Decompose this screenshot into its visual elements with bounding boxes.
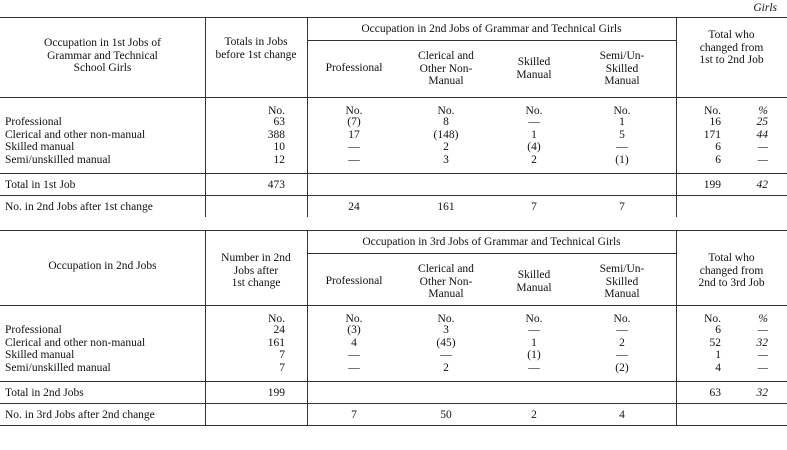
units-no: No.	[525, 105, 543, 117]
table2-header-changed: changed from	[699, 264, 764, 277]
row-total: 7	[279, 361, 285, 374]
table2-col-rule	[307, 230, 308, 425]
row-changed: 6	[715, 153, 721, 166]
row-cell: —	[528, 361, 540, 374]
table1-subheader: Manual	[604, 75, 640, 87]
row-cell: —	[616, 324, 628, 336]
table2-subheader: Other Non-	[419, 275, 473, 288]
jobs-row-cell: 161	[437, 201, 455, 213]
row-changed: 171	[703, 128, 721, 141]
units-no: No.	[704, 313, 721, 325]
row-pct: —	[757, 361, 768, 374]
units-no: No.	[437, 313, 455, 325]
units-no: No.	[345, 105, 363, 117]
table1-group-rule	[307, 40, 676, 41]
corner-label: Girls	[753, 2, 777, 14]
row-cell: —	[348, 141, 360, 153]
total-row-total: 199	[267, 387, 285, 399]
table2-subheader: Manual	[604, 288, 640, 300]
table1-header-changed: changed from	[699, 41, 764, 54]
table1-col-rule	[307, 17, 308, 217]
table2-subheader: Manual	[428, 288, 464, 300]
row-changed: 52	[709, 336, 721, 349]
table2-total-rule	[0, 381, 787, 382]
table1-header-changed: 1st to 2nd Job	[699, 54, 764, 66]
jobs-row-cell: 50	[440, 409, 452, 421]
row-pct: —	[757, 324, 768, 336]
row-pct: 32	[756, 336, 768, 349]
table1-header-rule	[0, 97, 787, 98]
table2-jobs-rule	[0, 403, 787, 404]
table1-header-totals: before 1st change	[215, 48, 297, 61]
row-cell: —	[528, 116, 540, 128]
units-no: No.	[345, 313, 363, 325]
row-changed: 1	[715, 349, 721, 361]
row-total: 24	[273, 324, 285, 336]
table1-header-changed: Total who	[708, 29, 755, 41]
table1-header-occupation: School Girls	[73, 62, 132, 74]
table2-header-occupation: Occupation in 2nd Jobs	[48, 260, 157, 272]
row-cell: —	[348, 153, 360, 166]
row-cell: —	[348, 349, 360, 361]
units-no: No.	[268, 105, 285, 117]
units-no: No.	[613, 105, 631, 117]
row-cell: 3	[443, 153, 449, 166]
row-label: Professional	[5, 116, 62, 128]
row-pct: 44	[756, 128, 768, 141]
table2-subheader: Professional	[325, 275, 383, 287]
row-cell: (4)	[527, 141, 541, 153]
row-cell: —	[616, 141, 628, 153]
units-no: No.	[437, 105, 455, 117]
row-cell: —	[348, 361, 360, 374]
units-no: No.	[704, 105, 721, 117]
units-no: No.	[268, 313, 285, 325]
table2-header-totals: Number in 2nd	[221, 252, 291, 264]
row-cell: (1)	[527, 349, 541, 361]
table2-subheader: Clerical and	[418, 263, 474, 275]
table2-group-header: Occupation in 3rd Jobs of Grammar and Technical Girls	[362, 236, 621, 248]
table1-group-header: Occupation in 2nd Jobs of Grammar and Technical Girls	[361, 23, 622, 35]
row-cell: 8	[443, 116, 449, 128]
row-total: 12	[273, 153, 285, 166]
table2-top-rule	[0, 230, 787, 231]
row-cell: 1	[619, 116, 625, 128]
total-row-changed: 199	[703, 179, 721, 191]
total-row-label: Total in 1st Job	[5, 179, 76, 191]
row-total: 10	[273, 141, 285, 153]
row-changed: 6	[715, 141, 721, 153]
table2-bottom-rule	[0, 425, 787, 426]
jobs-row-label: No. in 2nd Jobs after 1st change	[5, 201, 153, 213]
row-pct: 25	[756, 116, 768, 128]
jobs-row-cell: 4	[619, 409, 625, 421]
table2-subheader: Skilled	[517, 269, 551, 281]
table1-subheader: Other Non-	[419, 62, 473, 75]
row-cell: 1	[531, 336, 537, 349]
table2-subheader: Manual	[516, 281, 552, 294]
row-changed: 6	[715, 324, 721, 336]
row-cell: 2	[531, 153, 537, 166]
table2-header-rule	[0, 305, 787, 306]
table1-subheader: Manual	[516, 68, 552, 81]
table2-subheader: Semi/Un-	[599, 263, 645, 275]
table1-subheader: Professional	[325, 62, 383, 74]
jobs-row-label: No. in 3rd Jobs after 2nd change	[5, 409, 155, 421]
table2-group-rule	[307, 253, 676, 254]
table2-header-changed: 2nd to 3rd Job	[698, 277, 765, 289]
jobs-row-cell: 7	[351, 409, 357, 421]
row-cell: 1	[531, 128, 537, 141]
table1-total-rule	[0, 173, 787, 174]
row-cell: (7)	[347, 116, 361, 128]
row-cell: 2	[443, 361, 449, 374]
row-label: Skilled manual	[5, 141, 75, 153]
row-label: Skilled manual	[5, 349, 75, 361]
row-total: 161	[267, 336, 285, 349]
row-cell: (1)	[615, 153, 629, 166]
total-row-total: 473	[267, 179, 285, 191]
row-label: Semi/unskilled manual	[5, 153, 111, 166]
table1-header-totals: Totals in Jobs	[224, 36, 288, 48]
row-cell: 17	[348, 128, 360, 141]
row-cell: 5	[619, 128, 625, 141]
table2-subheader: Skilled	[605, 275, 639, 288]
row-label: Clerical and other non-manual	[5, 336, 146, 349]
units-pct: %	[758, 313, 768, 325]
row-cell: (2)	[615, 361, 629, 374]
table2-header-totals: Jobs after	[233, 264, 279, 277]
total-row-changed: 63	[709, 387, 721, 399]
row-cell: (148)	[433, 128, 459, 141]
row-cell: —	[616, 349, 628, 361]
table1-header-occupation: Occupation in 1st Jobs of	[44, 37, 161, 49]
table1-subheader: Skilled	[517, 56, 551, 68]
total-row-pct: 32	[756, 387, 768, 399]
row-cell: —	[440, 349, 452, 361]
row-cell: 2	[619, 336, 625, 349]
table2-header-changed: Total who	[708, 252, 755, 264]
row-cell: 2	[443, 141, 449, 153]
total-row-pct: 42	[756, 179, 768, 191]
row-pct: —	[757, 153, 768, 166]
row-total: 63	[273, 116, 285, 128]
units-no: No.	[525, 313, 543, 325]
row-changed: 4	[715, 361, 721, 374]
row-cell: 4	[351, 336, 357, 349]
table1-subheader: Skilled	[605, 62, 639, 75]
table1-subheader: Manual	[428, 75, 464, 87]
table1-header-occupation: Grammar and Technical	[47, 49, 158, 62]
table1-subheader: Semi/Un-	[599, 50, 645, 62]
table1-jobs-rule	[0, 195, 787, 196]
table2-header-totals: 1st change	[231, 277, 281, 289]
jobs-row-cell: 7	[531, 201, 537, 213]
row-cell: 3	[443, 324, 449, 336]
row-pct: —	[757, 141, 768, 153]
row-cell: —	[528, 324, 540, 336]
jobs-row-cell: 2	[531, 409, 537, 421]
row-pct: —	[757, 349, 768, 361]
row-cell: (45)	[436, 336, 456, 349]
row-label: Clerical and other non-manual	[5, 128, 146, 141]
jobs-row-cell: 24	[348, 201, 360, 213]
units-no: No.	[613, 313, 631, 325]
total-row-label: Total in 2nd Jobs	[5, 387, 84, 399]
row-label: Semi/unskilled manual	[5, 361, 111, 374]
table1-top-rule	[0, 17, 787, 18]
row-total: 388	[267, 128, 285, 141]
row-cell: (3)	[347, 324, 361, 336]
table1-subheader: Clerical and	[418, 50, 474, 62]
units-pct: %	[758, 105, 768, 117]
jobs-row-cell: 7	[619, 201, 625, 213]
row-total: 7	[279, 349, 285, 361]
row-label: Professional	[5, 324, 62, 336]
row-changed: 16	[709, 116, 721, 128]
